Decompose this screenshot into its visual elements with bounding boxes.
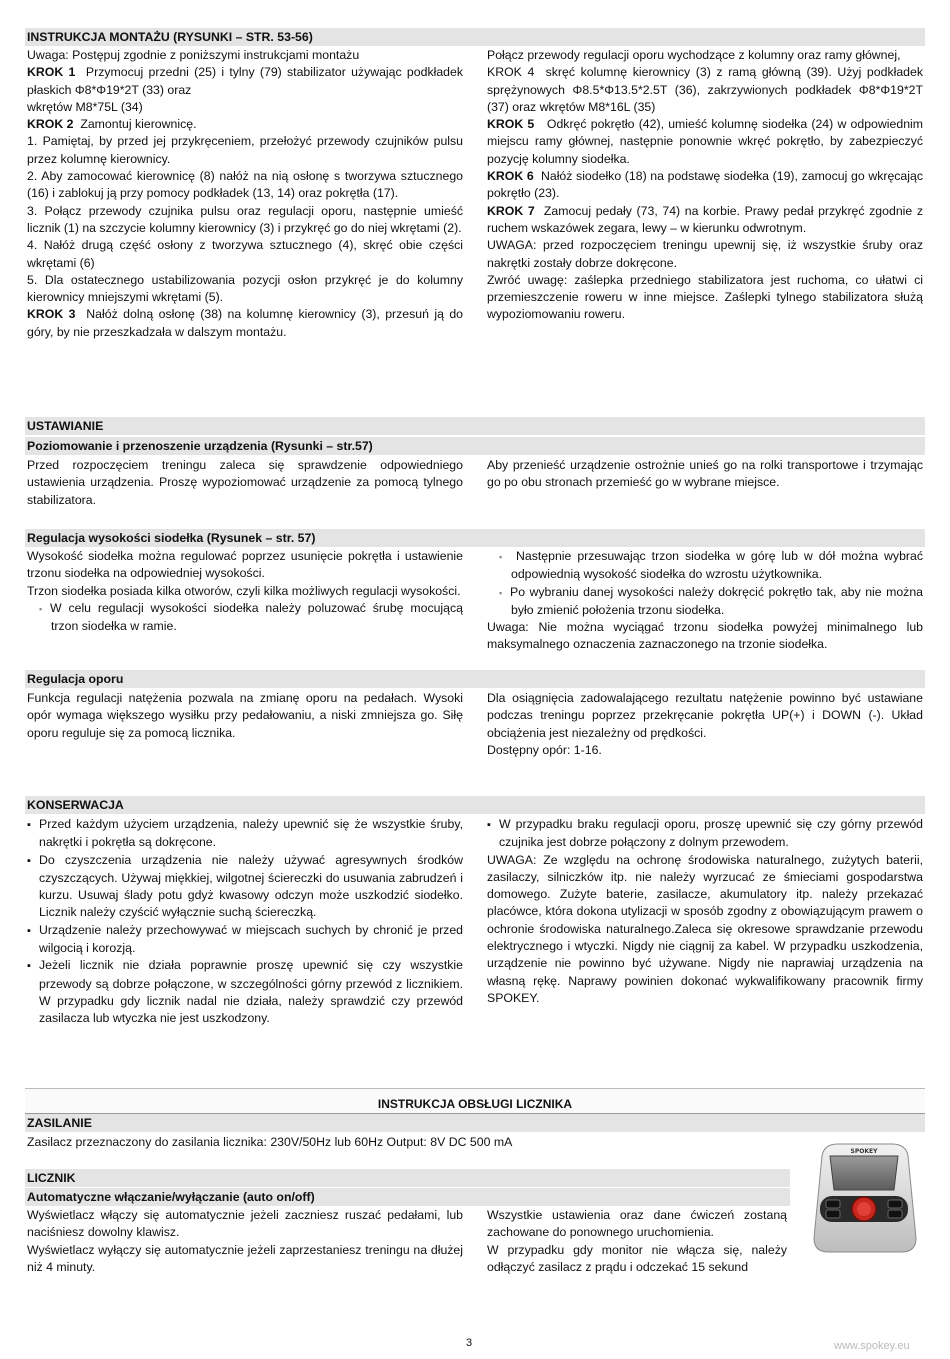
auto-title: Automatyczne włączanie/wyłączanie (auto on/off) — [25, 1188, 790, 1206]
assembly-header: INSTRUKCJA MONTAŻU (RYSUNKI – STR. 53-56) — [25, 28, 925, 46]
step-1: KROK 1 Przymocuj przedni (25) i tylny (79) stabilizator używając podkładek płaskich Φ8*Φ19*2T (33) oraz — [27, 65, 463, 97]
bullet-icon: ▪ — [27, 924, 31, 937]
maintenance-header: KONSERWACJA — [25, 796, 925, 814]
resistance-title: Regulacja oporu — [25, 670, 925, 688]
resistance-left: Funkcja regulacji natężenia pozwala na zmianę oporu na pedałach. Wysoki opór wymaga większego wysiłku przy pedałowaniu, a niski zmniejsza go. Siłę oporu reguluje się za pomocą licznika. — [27, 691, 463, 740]
bullet-icon: ▪ — [487, 819, 491, 831]
step-2-point-2: 2. Aby zamocować kierownicę (8) nałóż na nią osłonę s tworzywa sztucznego (16) i zablokuj ją przy pomocy podkładek (13, 14) oraz pokrętła (17). — [27, 169, 463, 201]
power-title: ZASILANIE — [25, 1114, 925, 1132]
step-7: KROK 7 Zamocuj pedały (73, 74) na korbie. Prawy pedał przykręć zgodnie z ruchem wskazówek zegara, lewy – w kierunku odwrotnym. — [487, 203, 923, 235]
bullet-icon: ▪ — [27, 819, 31, 831]
page-number: 3 — [466, 1337, 473, 1349]
step-3: KROK 3 Nałóż dolną osłonę (38) na kolumnę kierownicy (3), przesuń ją do góry, by nie przeszkadzała w dalszym montażu. — [27, 307, 464, 339]
assembly-left-column — [27, 47, 463, 341]
leveling-title: Poziomowanie i przenoszenie urządzenia (Rysunki – str.57) — [25, 437, 925, 455]
bullet-icon: ▪ — [499, 587, 503, 598]
setup-header: USTAWIANIE — [25, 417, 925, 435]
assembly-warning: UWAGA: przed rozpoczęciem treningu upewnij się, iż wszystkie śruby oraz nakrętki zostały dobrze dokręcone. — [487, 238, 923, 270]
seat-bullet-2: ▪ Następnie przesuwając trzon siodełka w górę lub w dół można wybrać odpowiednią wysokość siodełka do wzrostu użytkownika. — [499, 549, 923, 582]
step-1-continued: wkrętów M8*75L (34) — [27, 99, 143, 114]
step-5: KROK 5 Odkręć pokrętło (42), umieść kolumnę siodełka (24) w odpowiednim miejscu ramy głównej, następnie ponownie wkręć pokrętło, by zabezpieczyć pozycję kolumny siodełka. — [487, 117, 924, 166]
resistance-range: Dostępny opór: 1-16. — [487, 742, 602, 757]
resistance-right: Dla osiągnięcia zadowalającego rezultatu natężenie powinno być ustawiane podczas treningu poprzez przekręcanie pokrętła UP(+) i DOWN (-). Układ obciążenia jest niezależny od prędkości. Dostępny opór: 1-16. — [487, 690, 923, 759]
seat-bullet-3: ▪ Po wybraniu danej wysokości należy dokręcić pokrętło tak, aby nie można było zmienić położenia trzonu siodełka. — [499, 584, 923, 617]
seat-title: Regulacja wysokości siodełka (Rysunek – str. 57) — [25, 529, 925, 547]
counter-title: LICZNIK — [25, 1169, 790, 1187]
maintenance-bullet-3: ▪ Urządzenie należy przechowywać w miejscach suchych by chronić je przed wilgocią i korozją. — [27, 922, 463, 956]
leveling-left: Przed rozpoczęciem treningu zaleca się sprawdzenie odpowiedniego ustawienia urządzenia. Proszę wypoziomować urządzenie za pomocą tylnego stabilizatora. — [27, 458, 463, 507]
maintenance-warning: UWAGA: Ze względu na ochronę środowiska naturalnego, zużytych baterii, zasilaczy, silniczków itp. nie należy wyrzucać ze śmieciami gospodarstwa domowego. Zużyte baterie, zasilacze, akumulatory itp. należy przekazać placówce, która dokona utylizacji w sposób zgodny z obowiązującym prawem o ochronie środowiska naturalnego.Zaleca się okresowe sprawdzanie przewodu elektrycznego i wtyczki. Nigdy nie ciągnij za kabel. W przypadku uszkodzenia, urządzenie nie powinno być używane. Nigdy nie naprawiaj urządzenia na własną rękę. Naprawy powinien dokonać wykwalifikowany pracownik firmy SPOKEY. — [487, 852, 923, 1005]
auto-right: Wszystkie ustawienia oraz dane ćwiczeń zostaną zachowane do ponownego uruchomienia. W przypadku gdy monitor nie włącza się, należy odłączyć zasilacz z prądu i odczekać 15 sekund — [487, 1208, 787, 1274]
step-6: KROK 6 Nałóż siodełko (18) na podstawę siodełka (19), zamocuj go wkręcając pokrętło (23). — [487, 169, 923, 201]
seat-warning: Uwaga: Nie można wyciągać trzonu siodełka powyżej minimalnego lub maksymalnego oznaczenia zaznaczonego na trzonie siodełka. — [487, 620, 923, 652]
bullet-icon: ▪ — [499, 552, 503, 562]
step-2-point-3: 3. Połącz przewody czujnika pulsu oraz regulacji oporu, następnie umieść licznik (1) na szczycie kolumny kierownicy (3) i przykręć go do niej wkrętami (2). — [27, 203, 463, 235]
bullet-icon: ▪ — [39, 603, 43, 614]
maintenance-bullet-1: ▪ Przed każdym użyciem urządzenia, należy upewnić się że wszystkie śruby, nakrętki i pokrętła są dokręcone. — [27, 817, 463, 850]
maintenance-right — [487, 816, 923, 1007]
step-2-point-5: 5. Dla ostatecznego ustabilizowania pozycji osłon przykręć je do kolumny kierownicy mniejszymi wkrętami (5). — [27, 272, 463, 305]
step-2-point-4: 4. Nałóż drugą część osłony z tworzywa sztucznego (4), skręć obie części wkrętami (6) — [27, 238, 463, 270]
meter-device-image — [808, 1138, 920, 1256]
leveling-right: Aby przenieść urządzenie ostrożnie unieś go na rolki transportowe i trzymając go po obu stronach przemieść go w wybrane miejsce. — [487, 458, 923, 490]
maintenance-bullet-4: ▪ Jeżeli licznik nie działa poprawnie proszę upewnić się czy wszystkie przewody są dobrze połączone, w szczególności górny przewód z licznikiem. W przypadku gdy licznik nadal nie działa, należy sprawdzić czy przewód zasilacza lub wtyczka nie jest uszkodzony. — [27, 958, 463, 1026]
maintenance-bullet-5: ▪ W przypadku braku regulacji oporu, proszę upewnić się czy górny przewód czujnika jest dobrze połączony z dolnym przewodem. — [487, 817, 923, 850]
device-brand: SPOKEY — [850, 1148, 878, 1155]
assembly-right-column — [487, 47, 923, 324]
footer-url: www.spokey.eu — [834, 1340, 910, 1352]
bullet-icon: ▪ — [27, 960, 31, 973]
seat-left: Wysokość siodełka można regulować poprzez usunięcie pokrętła i ustawienie trzonu siodełka na odpowiedniej wysokości. Trzon siodełka posiada kilka otworów, czyli kilka możliwych regulacji wysokości. ▪ W celu regulacji wysokości siodełka należy poluzować śrubę mocującą trzon siodełka w ramie. — [27, 548, 463, 635]
auto-left: Wyświetlacz włączy się automatycznie jeżeli zaczniesz ruszać pedałami, lub naciśniesz dowolny klawisz. Wyświetlacz wyłączy się automatycznie jeżeli zaprzestaniesz treningu na dłużej niż 4 minuty. — [27, 1208, 463, 1274]
assembly-note: Zwróć uwagę: zaślepka przedniego stabilizatora jest ruchoma, co ułatwi ci przemieszczenie roweru w inne miejsce. Zaślepki tylnego stabilizatora służą wypoziomowaniu roweru. — [487, 272, 923, 322]
step-2-point-1: 1. Pamiętaj, by przed jej przykręceniem, przełożyć przewody czujników pulsu przez kolumnę kierownicy. — [27, 134, 463, 166]
step-2: KROK 2 Zamontuj kierownicę. — [27, 117, 197, 132]
step-4: KROK 4 skręć kolumnę kierownicy (3) z ramą główną (39). Użyj podkładek sprężynowych Φ8.5*Φ13.5*2.5T (36), zakrzywionych podkładek Φ8*Φ19*2T (37) oraz wkrętów M8*16L (35) — [487, 65, 923, 114]
assembly-intro: Uwaga: Postępuj zgodnie z poniższymi instrukcjami montażu — [27, 48, 360, 62]
seat-right — [487, 548, 923, 654]
maintenance-left — [27, 816, 463, 1028]
maintenance-bullet-2: ▪ Do czyszczenia urządzenia nie należy używać agresywnych środków czyszczących. Używaj miękkiej, wilgotnej ściereczki do usuwania zabrudzeń i kurzu. Usuwaj ślady potu gdyż kwasowy odczyn może uszkodzić siodełko. Licznik należy czyścić wyłącznie suchą ściereczką. — [27, 852, 463, 920]
step-4-intro: Połącz przewody regulacji oporu wychodzące z kolumny oraz ramy głównej, — [487, 48, 901, 62]
power-text: Zasilacz przeznaczony do zasilania licznika: 230V/50Hz lub 60Hz Output: 8V DC 500 mA — [27, 1135, 513, 1149]
meter-header: INSTRUKCJA OBSŁUGI LICZNIKA — [25, 1088, 925, 1114]
bullet-icon: ▪ — [27, 854, 31, 867]
seat-bullet-1: ▪ W celu regulacji wysokości siodełka należy poluzować śrubę mocującą trzon siodełka w ramie. — [39, 600, 463, 634]
